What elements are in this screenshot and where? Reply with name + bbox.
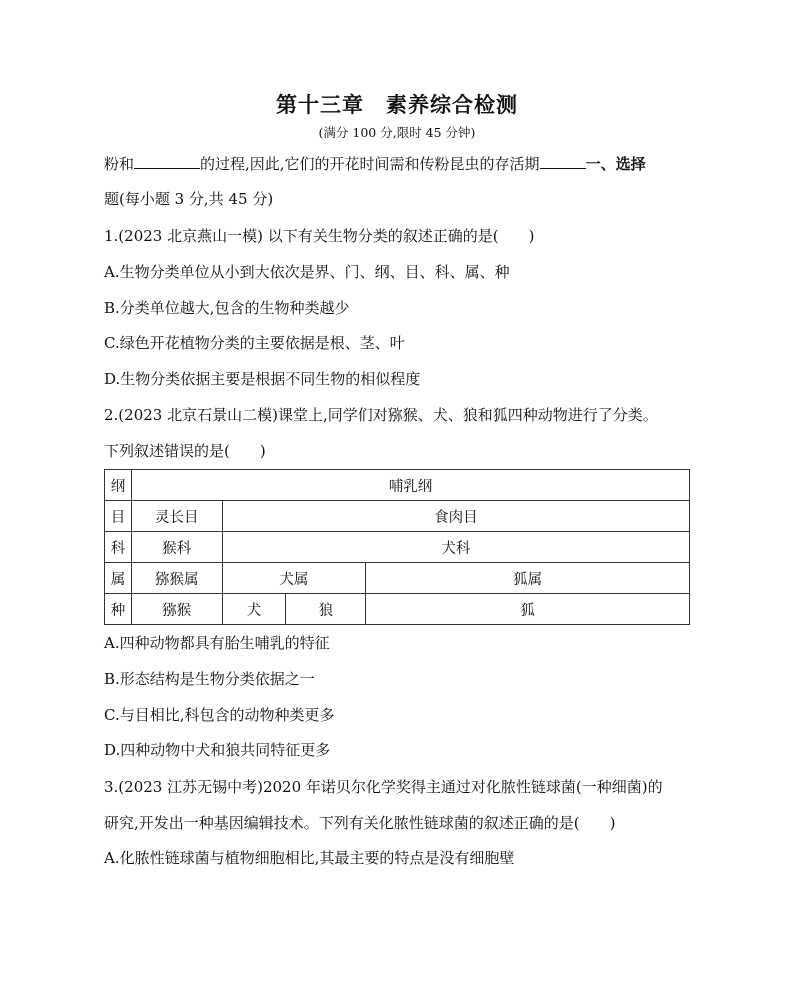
intro-text-1: 粉和 xyxy=(104,155,135,173)
q1-stem: 1.(2023 北京燕山一模) 以下有关生物分类的叙述正确的是( ) xyxy=(104,227,535,245)
intro-text-2: 的过程,因此,它们的开花时间需和传粉昆虫的存活期 xyxy=(200,155,540,173)
cell-cercopithecidae: 猴科 xyxy=(131,532,222,563)
q1-option-d: D.生物分类依据主要是根据不同生物的相似程度 xyxy=(104,370,421,388)
table-row-species xyxy=(105,594,690,625)
section-heading: 一、选择 xyxy=(585,155,646,173)
q2-stem-line-1: 2.(2023 北京石景山二模)课堂上,同学们对猕猴、犬、狼和狐四种动物进行了分类。 xyxy=(104,406,658,424)
cell-carnivora: 食肉目 xyxy=(222,501,689,532)
cell-macaque: 猕猴 xyxy=(131,594,222,625)
q1-option-c: C.绿色开花植物分类的主要依据是根、茎、叶 xyxy=(104,334,405,352)
page-title: 第十三章 素养综合检测 xyxy=(276,93,518,117)
rank-cell-species: 种 xyxy=(105,594,132,625)
q3-stem-line-1: 3.(2023 江苏无锡中考)2020 年诺贝尔化学奖得主通过对化脓性链球菌(一种细菌)的 xyxy=(104,778,663,796)
q1-option-a: A.生物分类单位从小到大依次是界、门、纲、目、科、属、种 xyxy=(104,263,510,281)
intro-line-1 xyxy=(104,153,646,174)
table-row-genus xyxy=(105,563,690,594)
cell-canidae: 犬科 xyxy=(222,532,689,563)
q2-stem-line-2: 下列叙述错误的是( ) xyxy=(104,442,266,460)
rank-cell-class: 纲 xyxy=(105,470,132,501)
q2-option-b: B.形态结构是生物分类依据之一 xyxy=(104,670,315,688)
rank-cell-genus: 属 xyxy=(105,563,132,594)
fill-blank-1 xyxy=(134,153,200,169)
cell-canis: 犬属 xyxy=(222,563,366,594)
table-row-order xyxy=(105,501,690,532)
cell-vulpes: 狐属 xyxy=(366,563,690,594)
q3-stem-line-2: 研究,开发出一种基因编辑技术。下列有关化脓性链球菌的叙述正确的是( ) xyxy=(104,814,616,832)
fill-blank-2 xyxy=(540,153,586,169)
q2-option-d: D.四种动物中犬和狼共同特征更多 xyxy=(104,741,331,759)
page-subtitle: (满分 100 分,限时 45 分钟) xyxy=(318,125,476,140)
q2-option-a: A.四种动物都具有胎生哺乳的特征 xyxy=(104,634,330,652)
cell-dog: 犬 xyxy=(222,594,286,625)
cell-macaca: 猕猴属 xyxy=(131,563,222,594)
q2-option-c: C.与目相比,科包含的动物种类更多 xyxy=(104,706,335,724)
cell-wolf: 狼 xyxy=(286,594,366,625)
rank-cell-order: 目 xyxy=(105,501,132,532)
cell-primates: 灵长目 xyxy=(131,501,222,532)
q1-option-b: B.分类单位越大,包含的生物种类越少 xyxy=(104,299,350,317)
table-row-family xyxy=(105,532,690,563)
classification-table xyxy=(104,469,690,625)
table-row-class xyxy=(105,470,690,501)
q3-option-a: A.化脓性链球菌与植物细胞相比,其最主要的特点是没有细胞壁 xyxy=(104,849,515,867)
cell-mammalia: 哺乳纲 xyxy=(131,470,689,501)
rank-cell-family: 科 xyxy=(105,532,132,563)
intro-line-2: 题(每小题 3 分,共 45 分) xyxy=(104,190,274,208)
cell-fox: 狐 xyxy=(366,594,690,625)
